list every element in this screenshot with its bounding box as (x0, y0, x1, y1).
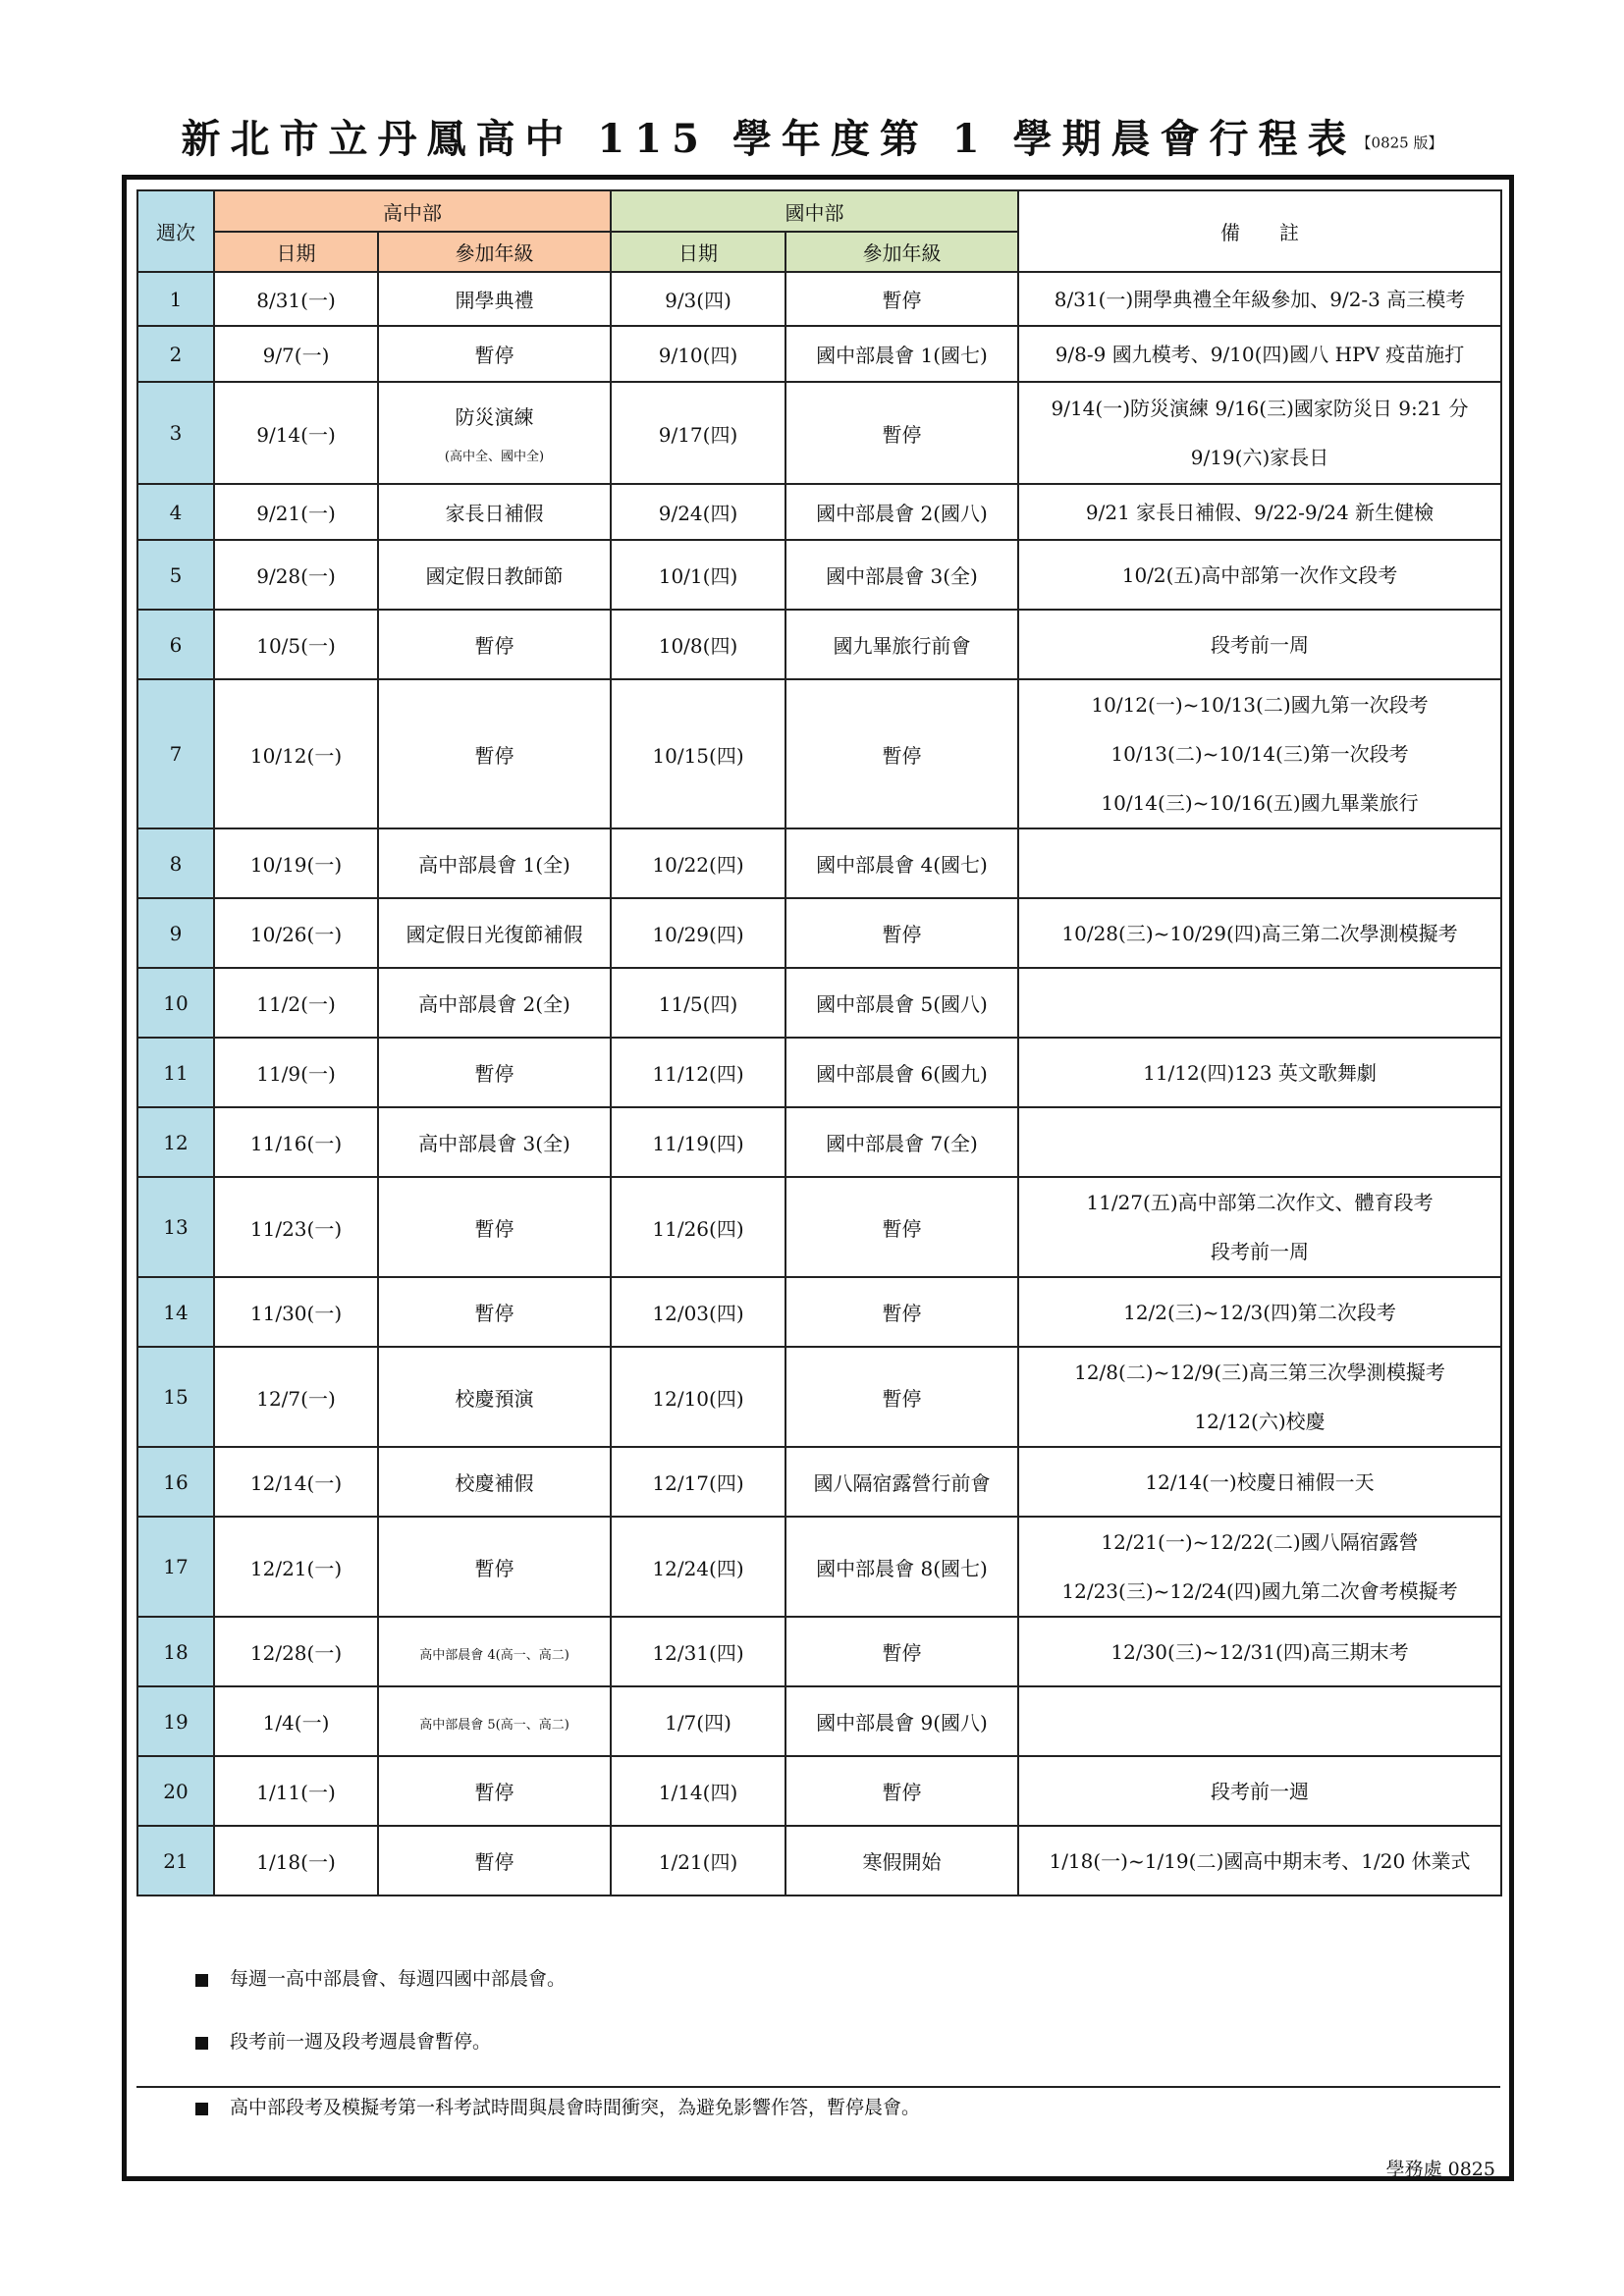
hs-event-cell (378, 1826, 611, 1896)
week-cell: 21 (137, 1826, 214, 1896)
note-cell (1018, 1517, 1501, 1617)
hs-event-cell (378, 828, 611, 898)
header-hs-date: 日期 (214, 232, 378, 272)
note-line: 段考前一周 (1211, 632, 1309, 657)
hs-event-cell (378, 1107, 611, 1177)
jh-date-cell: 11/26(四) (611, 1177, 785, 1277)
jh-event-cell: 國九畢旅行前會 (785, 610, 1018, 679)
footer-bullet-text: 段考前一週及段考週晨會暫停。 (230, 2031, 492, 2053)
note-line: 9/8-9 國九模考、9/10(四)國八 HPV 疫苗施打 (1055, 342, 1465, 366)
note-cell (1018, 1038, 1501, 1107)
bullet-square-icon (195, 2103, 208, 2115)
note-cell (1018, 1826, 1501, 1896)
note-line: 段考前一週 (1211, 1779, 1309, 1803)
hs-event-cell (378, 1686, 611, 1756)
hs-date-cell: 10/12(一) (214, 679, 378, 828)
jh-event-cell: 暫停 (785, 898, 1018, 968)
header-note: 備 註 (1018, 190, 1501, 272)
note-line: 9/14(一)防災演練 9/16(三)國家防災日 9:21 分 (1051, 397, 1469, 420)
jh-date-cell: 11/19(四) (611, 1107, 785, 1177)
note-cell (1018, 484, 1501, 540)
table-row (137, 1107, 1501, 1177)
signature: 學務處 0825 (1385, 2159, 1495, 2180)
table-row (137, 1177, 1501, 1277)
jh-event-cell: 國中部晨會 8(國七) (785, 1517, 1018, 1617)
hs-event-text: 暫停 (474, 1781, 514, 1804)
hs-event-text: 暫停 (474, 1216, 514, 1241)
note-cell (1018, 898, 1501, 968)
week-cell: 11 (137, 1038, 214, 1107)
jh-date-cell: 9/3(四) (611, 272, 785, 326)
header-jh-grade: 參加年級 (785, 232, 1018, 272)
hs-event-text: 高中部晨會 5(高一、高二) (419, 1717, 569, 1733)
schedule-frame (122, 175, 1514, 2181)
note-line: 12/2(三)~12/3(四)第二次段考 (1123, 1300, 1396, 1324)
note-line: 10/2(五)高中部第一次作文段考 (1121, 562, 1398, 587)
hs-event-text: 高中部晨會 1(全) (418, 853, 570, 877)
hs-event-text: 暫停 (474, 634, 514, 658)
hs-event-text: 暫停 (474, 344, 514, 367)
jh-event-cell: 暫停 (785, 382, 1018, 484)
jh-event-cell: 國中部晨會 1(國七) (785, 326, 1018, 382)
table-row (137, 898, 1501, 968)
hs-event-text: 校慶預演 (455, 1386, 534, 1411)
note-line: 11/12(四)123 英文歌舞劇 (1143, 1060, 1377, 1085)
note-line: 11/27(五)高中部第二次作文、體育段考 (1086, 1191, 1434, 1214)
hs-event-text: 暫停 (474, 1302, 514, 1325)
hs-event-text: 暫停 (474, 1556, 514, 1580)
header-jh: 國中部 (611, 190, 1018, 232)
table-row (137, 1347, 1501, 1447)
week-cell: 2 (137, 326, 214, 382)
note-cell (1018, 610, 1501, 679)
hs-event-text: 高中部晨會 2(全) (418, 992, 570, 1016)
jh-date-cell: 9/10(四) (611, 326, 785, 382)
hs-event-cell (378, 272, 611, 326)
header-week: 週次 (137, 190, 214, 272)
jh-event-cell: 國中部晨會 2(國八) (785, 484, 1018, 540)
hs-date-cell: 9/28(一) (214, 540, 378, 610)
jh-date-cell: 1/21(四) (611, 1826, 785, 1896)
hs-date-cell: 8/31(一) (214, 272, 378, 326)
hs-event-text: 防災演練 (455, 405, 534, 429)
week-cell: 12 (137, 1107, 214, 1177)
hs-event-text: 高中部晨會 4(高一、高二) (419, 1647, 569, 1663)
note-cell (1018, 1107, 1501, 1177)
bullet-square-icon (195, 1974, 208, 1987)
footer-notes (136, 2086, 1500, 2088)
bullet-square-icon (195, 2037, 208, 2050)
hs-event-text: 暫停 (474, 1850, 514, 1874)
note-line: 9/21 家長日補假、9/22-9/24 新生健檢 (1085, 500, 1435, 524)
table-row (137, 1686, 1501, 1756)
week-cell: 1 (137, 272, 214, 326)
note-cell (1018, 1756, 1501, 1826)
note-line: 段考前一周 (1211, 1240, 1309, 1263)
week-cell: 5 (137, 540, 214, 610)
note-line: 10/12(一)~10/13(二)國九第一次段考 (1091, 693, 1429, 717)
jh-date-cell: 10/15(四) (611, 679, 785, 828)
jh-event-cell: 暫停 (785, 1347, 1018, 1447)
jh-date-cell: 12/31(四) (611, 1617, 785, 1686)
hs-date-cell: 1/18(一) (214, 1826, 378, 1896)
hs-date-cell: 10/19(一) (214, 828, 378, 898)
note-cell (1018, 1177, 1501, 1277)
header-hs-grade: 參加年級 (378, 232, 611, 272)
jh-event-cell: 國中部晨會 3(全) (785, 540, 1018, 610)
week-cell: 9 (137, 898, 214, 968)
hs-date-cell: 9/7(一) (214, 326, 378, 382)
hs-date-cell: 11/16(一) (214, 1107, 378, 1177)
note-line: 8/31(一)開學典禮全年級參加、9/2-3 高三模考 (1054, 287, 1466, 311)
hs-event-text: 國定假日教師節 (425, 564, 564, 588)
week-cell: 19 (137, 1686, 214, 1756)
table-row (137, 540, 1501, 610)
note-cell (1018, 326, 1501, 382)
jh-event-cell: 暫停 (785, 272, 1018, 326)
jh-date-cell: 10/29(四) (611, 898, 785, 968)
note-cell (1018, 272, 1501, 326)
jh-date-cell: 12/03(四) (611, 1277, 785, 1347)
note-line: 12/8(二)~12/9(三)高三第三次學測模擬考 (1074, 1361, 1445, 1384)
hs-event-cell (378, 1277, 611, 1347)
table-row (137, 1277, 1501, 1347)
footer-bullet-text: 高中部段考及模擬考第一科考試時間與晨會時間衝突，為避免影響作答，暫停晨會。 (230, 2097, 921, 2118)
hs-event-cell (378, 1617, 611, 1686)
hs-event-cell (378, 382, 611, 484)
jh-event-cell: 寒假開始 (785, 1826, 1018, 1896)
schedule-table (136, 189, 1502, 1896)
hs-event-text: 校慶補假 (455, 1471, 534, 1495)
hs-date-cell: 11/30(一) (214, 1277, 378, 1347)
note-line: 12/30(三)~12/31(四)高三期末考 (1110, 1639, 1409, 1664)
jh-event-cell: 國中部晨會 6(國九) (785, 1038, 1018, 1107)
jh-event-cell: 暫停 (785, 1277, 1018, 1347)
note-line: 9/19(六)家長日 (1190, 446, 1329, 469)
table-row (137, 1038, 1501, 1107)
week-cell: 17 (137, 1517, 214, 1617)
jh-event-cell: 暫停 (785, 1756, 1018, 1826)
hs-date-cell: 11/23(一) (214, 1177, 378, 1277)
table-row (137, 326, 1501, 382)
table-row (137, 968, 1501, 1038)
week-cell: 18 (137, 1617, 214, 1686)
jh-event-cell: 國中部晨會 9(國八) (785, 1686, 1018, 1756)
schedule-body (137, 272, 1501, 1896)
hs-date-cell: 11/9(一) (214, 1038, 378, 1107)
note-cell (1018, 1686, 1501, 1756)
table-row (137, 1517, 1501, 1617)
note-cell (1018, 1447, 1501, 1517)
hs-event-cell (378, 484, 611, 540)
note-line: 12/14(一)校慶日補假一天 (1145, 1469, 1375, 1494)
hs-event-cell (378, 1517, 611, 1617)
note-line: 10/14(三)~10/16(五)國九畢業旅行 (1101, 791, 1419, 815)
footer-bullet-text: 每週一高中部晨會、每週四國中部晨會。 (230, 1968, 567, 1990)
footer-bullet (195, 2027, 491, 2054)
hs-date-cell: 9/14(一) (214, 382, 378, 484)
header-hs: 高中部 (214, 190, 611, 232)
note-cell (1018, 1277, 1501, 1347)
week-cell: 7 (137, 679, 214, 828)
note-cell (1018, 1347, 1501, 1447)
table-row (137, 1756, 1501, 1826)
hs-event-text: 國定假日光復節補假 (406, 923, 583, 946)
note-cell (1018, 540, 1501, 610)
note-line: 12/23(三)~12/24(四)國九第二次會考模擬考 (1061, 1579, 1458, 1603)
week-cell: 3 (137, 382, 214, 484)
jh-date-cell: 10/1(四) (611, 540, 785, 610)
jh-date-cell: 12/10(四) (611, 1347, 785, 1447)
hs-event-cell (378, 1756, 611, 1826)
note-line: 10/13(二)~10/14(三)第一次段考 (1110, 742, 1409, 766)
note-line: 12/12(六)校慶 (1194, 1410, 1326, 1433)
title-text: 新北市立丹鳳高中 115 學年度第 1 學期晨會行程表 (181, 116, 1357, 162)
header-row-1 (137, 190, 1501, 232)
hs-event-cell (378, 679, 611, 828)
hs-event-cell (378, 540, 611, 610)
hs-event-text: 暫停 (474, 1062, 514, 1086)
table-row (137, 828, 1501, 898)
table-row (137, 1447, 1501, 1517)
jh-date-cell: 11/12(四) (611, 1038, 785, 1107)
hs-date-cell: 1/11(一) (214, 1756, 378, 1826)
jh-event-cell: 國中部晨會 7(全) (785, 1107, 1018, 1177)
week-cell: 15 (137, 1347, 214, 1447)
hs-event-cell (378, 898, 611, 968)
jh-date-cell: 9/17(四) (611, 382, 785, 484)
hs-event-cell (378, 968, 611, 1038)
page-title (0, 108, 1624, 164)
jh-date-cell: 9/24(四) (611, 484, 785, 540)
jh-event-cell: 暫停 (785, 1617, 1018, 1686)
note-cell (1018, 382, 1501, 484)
table-row (137, 272, 1501, 326)
hs-event-text: 高中部晨會 3(全) (418, 1132, 570, 1155)
hs-date-cell: 11/2(一) (214, 968, 378, 1038)
hs-event-cell (378, 1447, 611, 1517)
week-cell: 16 (137, 1447, 214, 1517)
hs-event-cell (378, 610, 611, 679)
note-cell (1018, 679, 1501, 828)
version-tag: 【0825 版】 (1356, 133, 1443, 152)
note-cell (1018, 968, 1501, 1038)
hs-date-cell: 12/28(一) (214, 1617, 378, 1686)
table-row (137, 484, 1501, 540)
header-jh-date: 日期 (611, 232, 785, 272)
hs-event-cell (378, 326, 611, 382)
note-line: 1/18(一)~1/19(二)國高中期末考、1/20 休業式 (1049, 1848, 1471, 1873)
hs-date-cell: 12/21(一) (214, 1517, 378, 1617)
jh-event-cell: 國中部晨會 4(國七) (785, 828, 1018, 898)
jh-date-cell: 1/7(四) (611, 1686, 785, 1756)
hs-event-text: 開學典禮 (455, 289, 534, 312)
table-row (137, 1617, 1501, 1686)
jh-event-cell: 暫停 (785, 1177, 1018, 1277)
note-cell (1018, 1617, 1501, 1686)
hs-event-cell (378, 1038, 611, 1107)
jh-date-cell: 11/5(四) (611, 968, 785, 1038)
table-row (137, 610, 1501, 679)
hs-date-cell: 10/26(一) (214, 898, 378, 968)
table-row (137, 679, 1501, 828)
jh-event-cell: 國八隔宿露營行前會 (785, 1447, 1018, 1517)
week-cell: 4 (137, 484, 214, 540)
week-cell: 6 (137, 610, 214, 679)
note-line: 10/28(三)~10/29(四)高三第二次學測模擬考 (1061, 921, 1458, 945)
note-line: 12/21(一)~12/22(二)國八隔宿露營 (1101, 1530, 1419, 1554)
week-cell: 20 (137, 1756, 214, 1826)
jh-date-cell: 12/17(四) (611, 1447, 785, 1517)
week-cell: 14 (137, 1277, 214, 1347)
hs-event-cell (378, 1177, 611, 1277)
footer-bullet (195, 1964, 566, 1991)
jh-date-cell: 10/22(四) (611, 828, 785, 898)
footer-bullet (195, 2093, 920, 2119)
jh-event-cell: 國中部晨會 5(國八) (785, 968, 1018, 1038)
jh-date-cell: 12/24(四) (611, 1517, 785, 1617)
week-cell: 10 (137, 968, 214, 1038)
jh-date-cell: 10/8(四) (611, 610, 785, 679)
hs-event-text: 暫停 (474, 743, 514, 768)
jh-date-cell: 1/14(四) (611, 1756, 785, 1826)
hs-event-cell (378, 1347, 611, 1447)
week-cell: 13 (137, 1177, 214, 1277)
jh-event-cell: 暫停 (785, 679, 1018, 828)
note-cell (1018, 828, 1501, 898)
table-row (137, 1826, 1501, 1896)
hs-date-cell: 12/14(一) (214, 1447, 378, 1517)
hs-date-cell: 12/7(一) (214, 1347, 378, 1447)
hs-event-text: 家長日補假 (445, 502, 544, 525)
hs-date-cell: 1/4(一) (214, 1686, 378, 1756)
hs-date-cell: 9/21(一) (214, 484, 378, 540)
hs-event-sub: (高中全、國中全) (444, 450, 545, 464)
week-cell: 8 (137, 828, 214, 898)
table-row (137, 382, 1501, 484)
hs-date-cell: 10/5(一) (214, 610, 378, 679)
